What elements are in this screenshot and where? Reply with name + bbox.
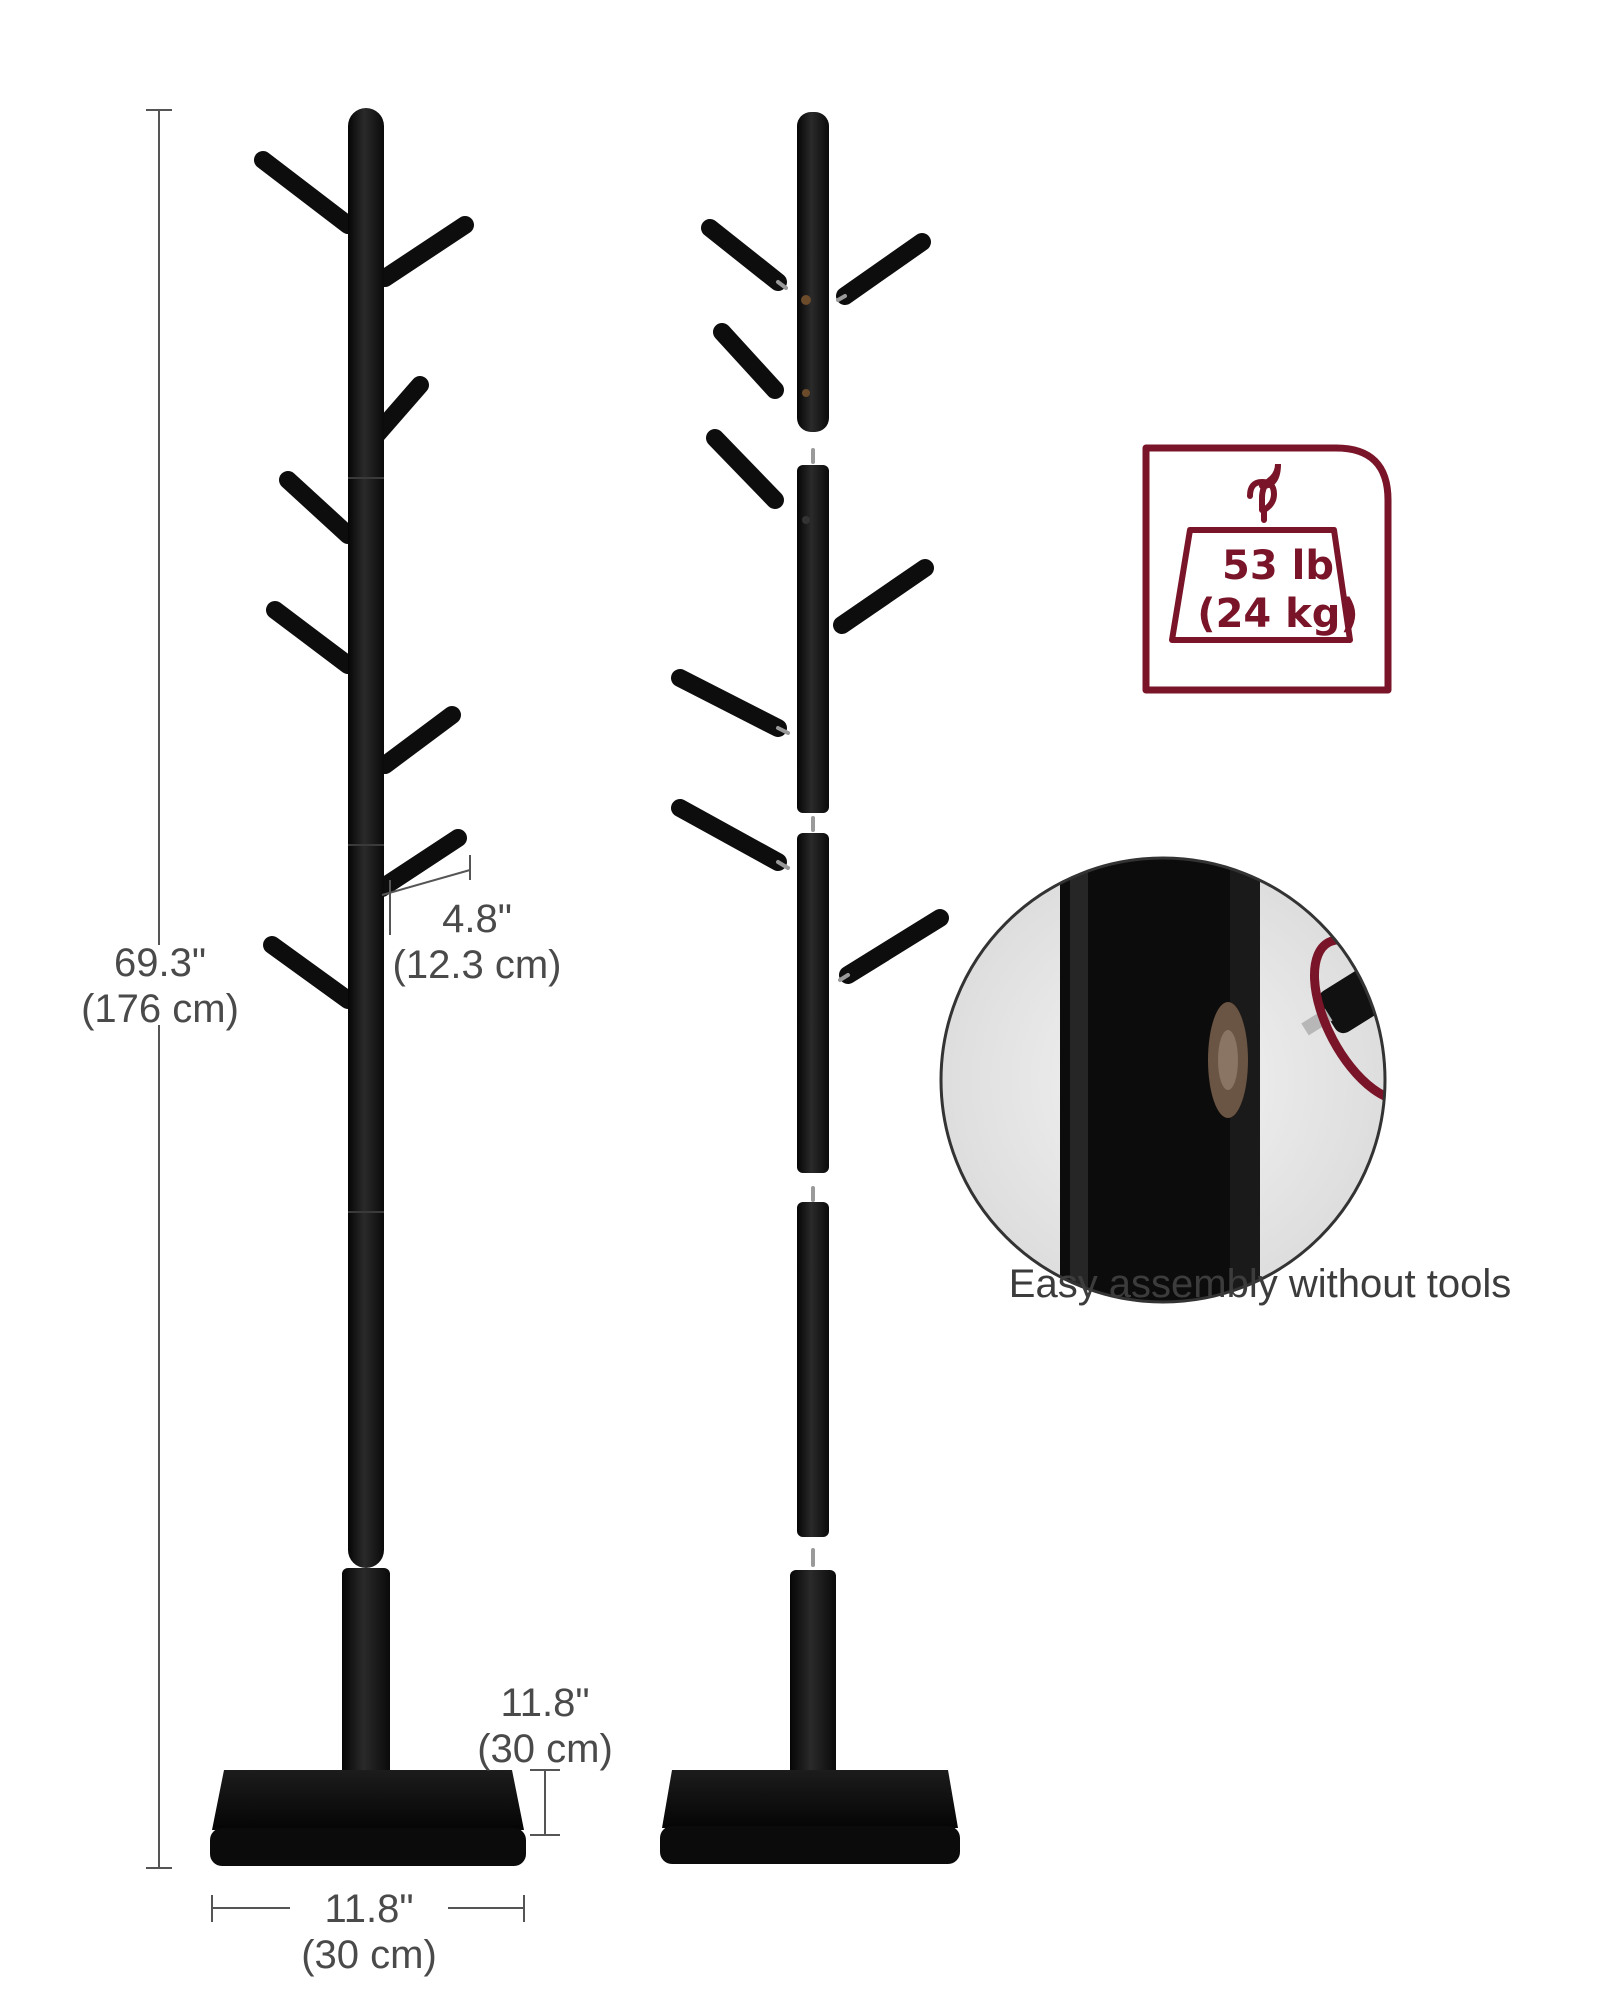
height-imperial: 69.3" — [113, 941, 207, 985]
rotate-arrow-icon — [1370, 950, 1398, 976]
height-dimension-label — [70, 940, 250, 1032]
load-capacity-metric: (24 kg) — [1197, 591, 1359, 637]
pole — [348, 108, 384, 1568]
base-depth-label — [460, 1680, 630, 1772]
hook-length-label — [392, 896, 562, 988]
base-width-imperial: 11.8" — [324, 1887, 414, 1931]
load-capacity-label — [1178, 542, 1378, 638]
height-metric: (176 cm) — [81, 987, 239, 1031]
base-depth-metric: (30 cm) — [477, 1727, 613, 1771]
exploded-view-image — [660, 112, 960, 1864]
assembly-caption: Easy assembly without tools — [1008, 1262, 1512, 1306]
hook-length-imperial: 4.8" — [442, 897, 512, 941]
hook-length-metric: (12.3 cm) — [392, 943, 562, 987]
assembly-closeup-image — [941, 850, 1535, 1310]
base-depth-imperial: 11.8" — [500, 1681, 590, 1725]
base — [212, 1770, 524, 1830]
base-width-label — [284, 1886, 454, 1978]
base-width-metric: (30 cm) — [301, 1933, 437, 1977]
load-capacity-imperial: 53 lb — [1222, 543, 1334, 589]
